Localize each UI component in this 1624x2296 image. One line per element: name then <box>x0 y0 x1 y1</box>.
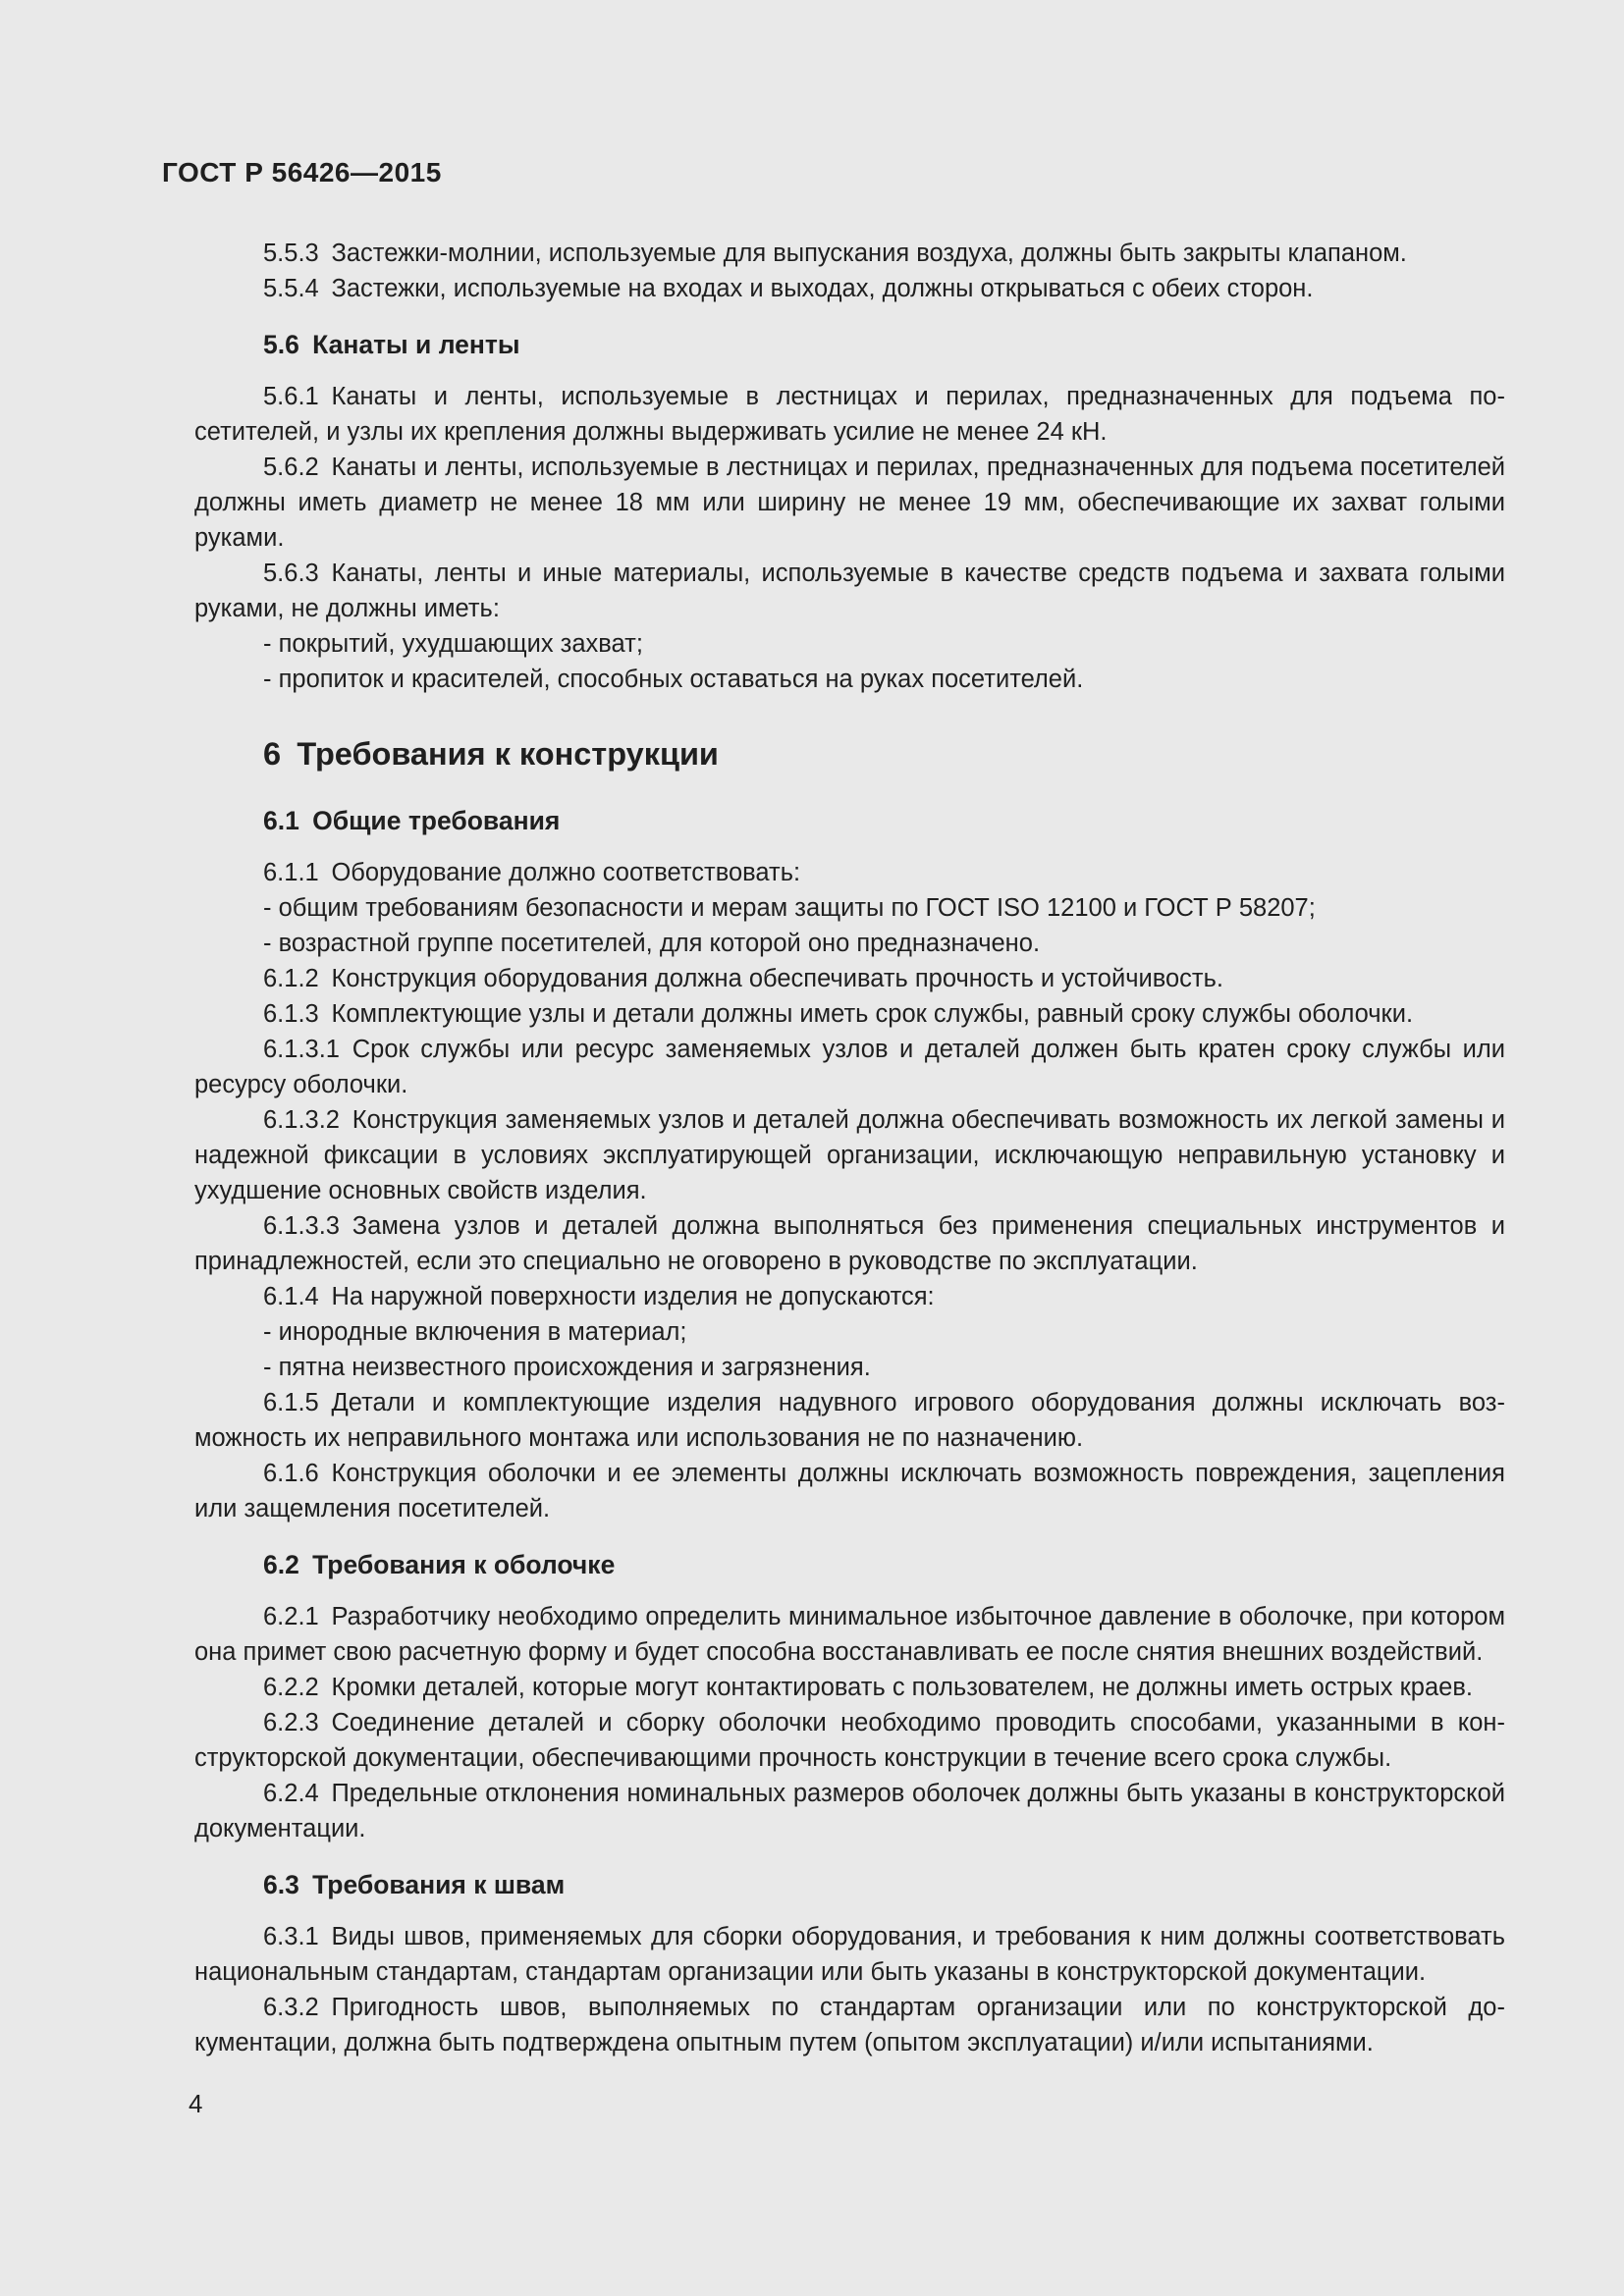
subsection-heading: 6.3 Требования к швам <box>263 1870 566 1899</box>
paragraph: 5.5.4 Застежки, используемые на входах и выходах, должны открываться с обеих сторон. <box>263 275 1314 302</box>
subsection-heading: 6.1 Общие требования <box>263 806 561 835</box>
paragraph: 6.1.3 Комплектующие узлы и детали должны иметь срок службы, равный сроку службы оболочки. <box>263 1000 1414 1028</box>
page-content <box>162 155 1505 2121</box>
paragraph: 6.1.5 Детали и комплектующие изделия надувного игрового оборудования должны исключать возможность их неправильного монтажа или использования не по назначению. <box>194 1389 1505 1452</box>
paragraph: 6.3.1 Виды швов, применяемых для сборки оборудования, и требования к ним должны соответствовать национальным стандартам, стандартам организации или быть указаны в конструкторской документации. <box>194 1923 1505 1986</box>
paragraph: - общим требованиям безопасности и мерам защиты по ГОСТ ISO 12100 и ГОСТ Р 58207; <box>263 894 1316 922</box>
paragraph: 6.2.4 Предельные отклонения номинальных размеров оболочек должны быть указаны в конструкторской документации. <box>194 1780 1505 1842</box>
subsection-heading: 5.6 Канаты и ленты <box>263 330 520 359</box>
paragraph: - пятна неизвестного происхождения и загрязнения. <box>263 1354 871 1381</box>
paragraph: 6.1.3.3 Замена узлов и деталей должна выполняться без применения специальных инструментов и принадлежностей, если это специально не оговорено в руководстве по эксплуатации. <box>194 1212 1505 1275</box>
section-heading: 6 Требования к конструкции <box>263 736 719 772</box>
page-number: 4 <box>189 2089 203 2118</box>
paragraph: 6.2.2 Кромки деталей, которые могут контактировать с пользователем, не должны иметь острых краев. <box>263 1674 1473 1701</box>
paragraph: - пропиток и красителей, способных оставаться на руках посетителей. <box>263 666 1084 693</box>
paragraph: - возрастной группе посетителей, для которой оно предназначено. <box>263 930 1041 957</box>
paragraph: 5.5.3 Застежки-молнии, используемые для выпускания воздуха, должны быть закрыты клапаном. <box>263 240 1407 267</box>
paragraph: - покрытий, ухудшающих захват; <box>263 630 643 658</box>
subsection-heading: 6.2 Требования к оболочке <box>263 1550 616 1579</box>
paragraph: 6.1.1 Оборудование должно соответствовать: <box>263 859 801 886</box>
paragraph: 5.6.1 Канаты и ленты, используемые в лестницах и перилах, предназначенных для подъема посетителей, и узлы их крепления должны выдерживать усилие не менее 24 кН. <box>194 383 1505 446</box>
paragraph: 6.1.4 На наружной поверхности изделия не допускаются: <box>263 1283 935 1310</box>
paragraph: 6.2.3 Соединение деталей и сборку оболочки необходимо проводить способами, указанными в конструкторской документации, обеспечивающими прочность конструкции в течение всего срока службы. <box>194 1709 1505 1772</box>
paragraph: 5.6.3 Канаты, ленты и иные материалы, используемые в качестве средств подъема и захвата голыми руками, не должны иметь: <box>194 560 1505 622</box>
paragraph: 5.6.2 Канаты и ленты, используемые в лестницах и перилах, предназначенных для подъема посетителей должны иметь диаметр не менее 18 мм или ширину не менее 19 мм, обеспечивающие их захват голыми руками. <box>194 454 1505 552</box>
paragraph: 6.1.6 Конструкция оболочки и ее элементы должны исключать возможность повреждения, зацепления или защемления посетителей. <box>194 1460 1505 1522</box>
paragraph: 6.1.2 Конструкция оборудования должна обеспечивать прочность и устойчивость. <box>263 965 1223 992</box>
body-text <box>194 236 1505 2060</box>
running-header: ГОСТ Р 56426—2015 <box>162 157 442 187</box>
paragraph: 6.1.3.1 Срок службы или ресурс заменяемых узлов и деталей должен быть кратен сроку службы или ресурсу оболочки. <box>194 1036 1505 1098</box>
paragraph: 6.3.2 Пригодность швов, выполняемых по стандартам организации или по конструкторской документации, должна быть подтверждена опытным путем (опытом эксплуатации) и/или испытаниями. <box>194 1994 1505 2056</box>
paragraph: 6.2.1 Разработчику необходимо определить минимальное избыточное давление в оболочке, при котором она примет свою расчетную форму и будет способна восстанавливать ее после снятия внешних воздействий. <box>194 1603 1505 1666</box>
paragraph: - инородные включения в материал; <box>263 1318 687 1346</box>
paragraph: 6.1.3.2 Конструкция заменяемых узлов и деталей должна обеспечивать возможность их легкой замены и надежной фиксации в условиях эксплуатирующей организации, исключающую неправильную установку и ухудшение основных свойств изделия. <box>194 1106 1505 1204</box>
